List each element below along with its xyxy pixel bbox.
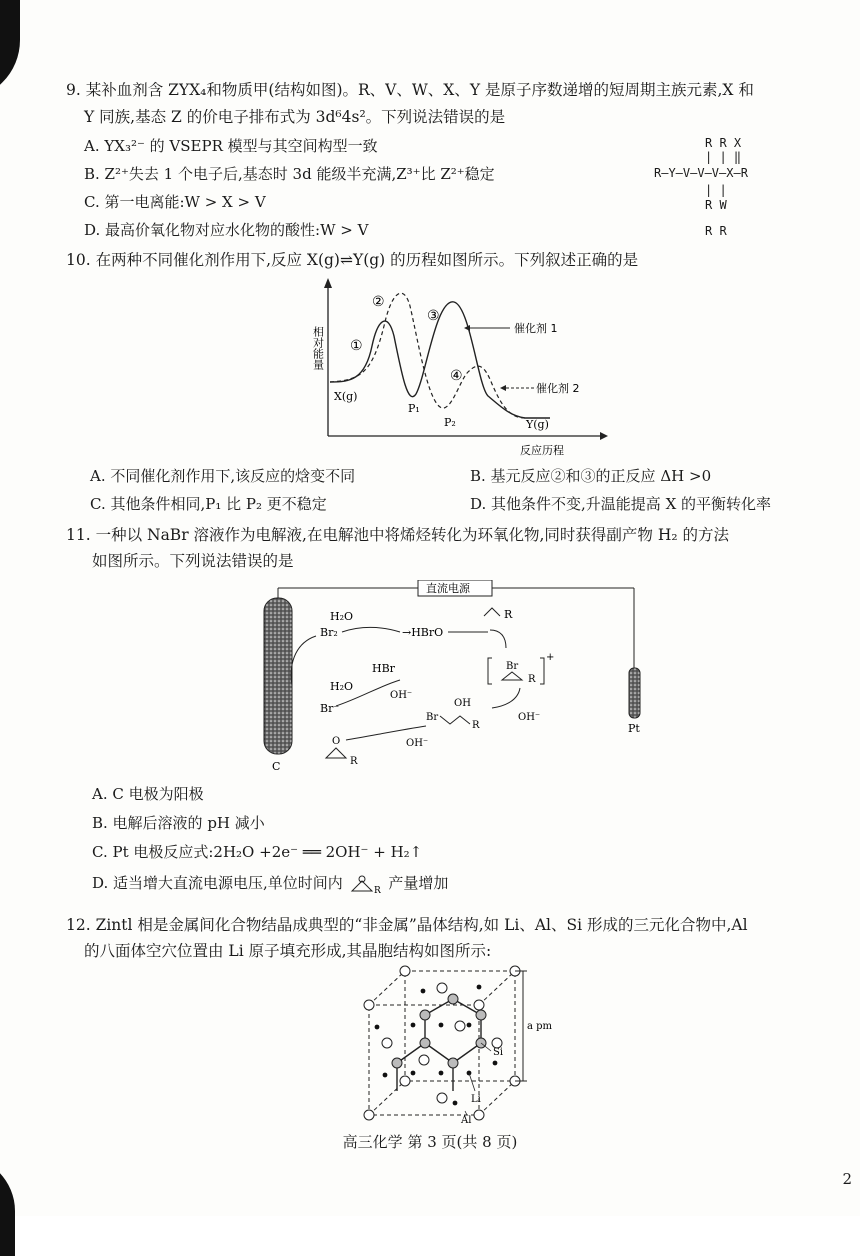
hydroxide-2: OH⁻ xyxy=(518,712,541,723)
epoxide-o: O xyxy=(332,736,341,747)
al-legend-label: Al xyxy=(461,1115,472,1123)
q11-option-c: C. Pt 电极反应式:2H₂O +2e⁻ ══ 2OH⁻ + H₂↑ xyxy=(92,843,423,861)
cell-edge-4 xyxy=(479,1081,515,1115)
bromonium-ring xyxy=(502,672,522,680)
q11-option-b: B. 电解后溶液的 pH 减小 xyxy=(92,814,265,832)
q10-energy-diagram xyxy=(310,276,610,460)
epoxide-ring xyxy=(326,748,346,758)
structure-row6: R R xyxy=(705,224,727,238)
q11-option-d xyxy=(92,873,448,893)
catalyst-2-label: 催化剂 2 xyxy=(536,382,580,395)
catalyst-2-arrowhead xyxy=(500,385,506,391)
si-bonds xyxy=(397,999,481,1091)
structure-row3: R—Y—V—V—V—X—R xyxy=(654,166,748,180)
q10-stem: 10. 在两种不同催化剂作用下,反应 X(g)⇌Y(g) 的历程如图所示。下列叙述正确的是 xyxy=(66,251,639,269)
water-reagent-1: H₂O xyxy=(330,610,354,623)
li-legend-label: Li xyxy=(471,1094,481,1105)
bromohydrin-br: Br xyxy=(426,712,439,723)
x-axis-label: 反应历程 xyxy=(520,444,564,457)
q9-option-c: C. 第一电离能:W > X > V xyxy=(84,193,266,211)
cell-edge-1 xyxy=(369,971,405,1005)
bromohydrin-oh: OH xyxy=(454,698,471,709)
q9-stem-line1: 9. 某补血剂含 ZYX₄和物质甲(结构如图)。R、V、W、X、Y 是原子序数递增的短周期主族元素,X 和 xyxy=(66,81,754,99)
step-2-label: ② xyxy=(372,294,385,310)
catalyst-1-curve xyxy=(330,302,550,418)
p2-label: P₂ xyxy=(444,416,456,429)
y-axis-arrow xyxy=(324,278,332,288)
q12-crystal-cell xyxy=(355,963,565,1123)
q11-stem-line1: 11. 一种以 NaBr 溶液作为电解液,在电解池中将烯烃转化为环氧化物,同时获得副产物 H₂ 的方法 xyxy=(66,526,729,544)
cell-edge-3 xyxy=(369,1081,405,1115)
structure-row5: R W xyxy=(705,198,727,212)
bromonium-r: R xyxy=(528,674,536,685)
p1-label: P₁ xyxy=(408,402,420,415)
si-legend-label: Si xyxy=(493,1047,504,1058)
bromonium-br: Br xyxy=(506,661,519,672)
q11-electrolysis-diagram xyxy=(250,580,650,775)
svg-text:R: R xyxy=(373,886,381,893)
x-axis-arrow xyxy=(600,432,608,440)
q11-option-a: A. C 电极为阳极 xyxy=(92,785,204,803)
q11-stem-line2: 如图所示。下列说法错误的是 xyxy=(92,552,294,570)
cell-edge-2 xyxy=(479,971,515,1005)
hbro-label: →HBrO xyxy=(402,626,444,639)
alkene-r-label: R xyxy=(504,608,513,621)
bromide-ion: Br⁻ xyxy=(320,702,340,715)
page-footer: 高三化学 第 3 页(共 8 页) xyxy=(342,1133,518,1151)
q9-option-d: D. 最高价氧化物对应水化物的酸性:W > V xyxy=(84,221,369,239)
q9-structure-diagram xyxy=(650,136,840,246)
bromonium-bracket-right xyxy=(540,658,544,684)
br2-to-hbro-arrow xyxy=(342,628,400,633)
structure-row2: | | ‖ xyxy=(705,150,742,164)
bromonium-charge: + xyxy=(546,652,555,663)
catalyst-1-label: 催化剂 1 xyxy=(514,322,558,335)
carbon-electrode xyxy=(264,598,292,754)
pt-electrode-label: Pt xyxy=(628,722,640,735)
bromonium-to-bromohydrin-arrow xyxy=(492,688,520,708)
structure-row4: | | xyxy=(705,183,727,197)
br-minus-to-br2-arrow xyxy=(291,636,316,686)
bromohydrin-chain xyxy=(440,716,470,724)
hydroxide-1: OH⁻ xyxy=(390,690,413,701)
alkene-structure xyxy=(484,608,500,616)
bromohydrin-r: R xyxy=(472,720,480,731)
epoxide-r: R xyxy=(350,756,358,767)
q11-option-d-suffix: 产量增加 xyxy=(388,874,449,892)
al-atoms xyxy=(364,966,520,1120)
q11-option-d-prefix: D. 适当增大直流电源电压,单位时间内 xyxy=(92,874,343,892)
epoxide-inline-icon xyxy=(348,875,384,893)
step-4-label: ④ xyxy=(450,368,463,384)
q9-option-b: B. Z²⁺失去 1 个电子后,基态时 3d 能级半充满,Z³⁺比 Z²⁺稳定 xyxy=(84,165,495,183)
q10-option-d: D. 其他条件不变,升温能提高 X 的平衡转化率 xyxy=(470,495,772,513)
reactant-label: X(g) xyxy=(334,390,358,403)
step-1-label: ① xyxy=(350,338,363,354)
step-3-label: ③ xyxy=(427,308,440,324)
hydroxide-3: OH⁻ xyxy=(406,738,429,749)
q9-option-a: A. YX₃²⁻ 的 VSEPR 模型与其空间构型一致 xyxy=(84,137,378,155)
bromine-label: Br₂ xyxy=(320,626,338,639)
hbro-to-bromonium-arrow xyxy=(490,630,506,648)
structure-row1: R R X xyxy=(705,136,742,150)
page-number: 2 xyxy=(842,1170,852,1188)
q12-stem-line2: 的八面体空穴位置由 Li 原子填充形成,其晶胞结构如图所示: xyxy=(84,942,492,960)
q10-option-c: C. 其他条件相同,P₁ 比 P₂ 更不稳定 xyxy=(90,495,327,513)
pt-electrode xyxy=(629,668,640,718)
li-pointer xyxy=(469,1073,475,1091)
lattice-constant-label: a pm xyxy=(527,1021,553,1032)
q10-option-a: A. 不同催化剂作用下,该反应的焓变不同 xyxy=(90,467,356,485)
q10-option-b: B. 基元反应②和③的正反应 ΔH >0 xyxy=(470,467,712,485)
y-axis-label: 相对能量 xyxy=(311,326,325,370)
hbr-label: HBr xyxy=(372,662,395,675)
q9-stem-line2: Y 同族,基态 Z 的价电子排布式为 3d⁶4s²。下列说法错误的是 xyxy=(84,108,506,126)
q12-stem-line1: 12. Zintl 相是金属间化合物结晶成典型的“非金属”晶体结构,如 Li、Al、Si 形成的三元化合物中,Al xyxy=(66,916,748,934)
water-reagent-2: H₂O xyxy=(330,680,354,693)
carbon-electrode-label: C xyxy=(272,760,281,773)
product-label: Y(g) xyxy=(526,418,549,431)
dc-power-label: 直流电源 xyxy=(426,582,470,595)
bromonium-bracket-left xyxy=(488,658,492,684)
